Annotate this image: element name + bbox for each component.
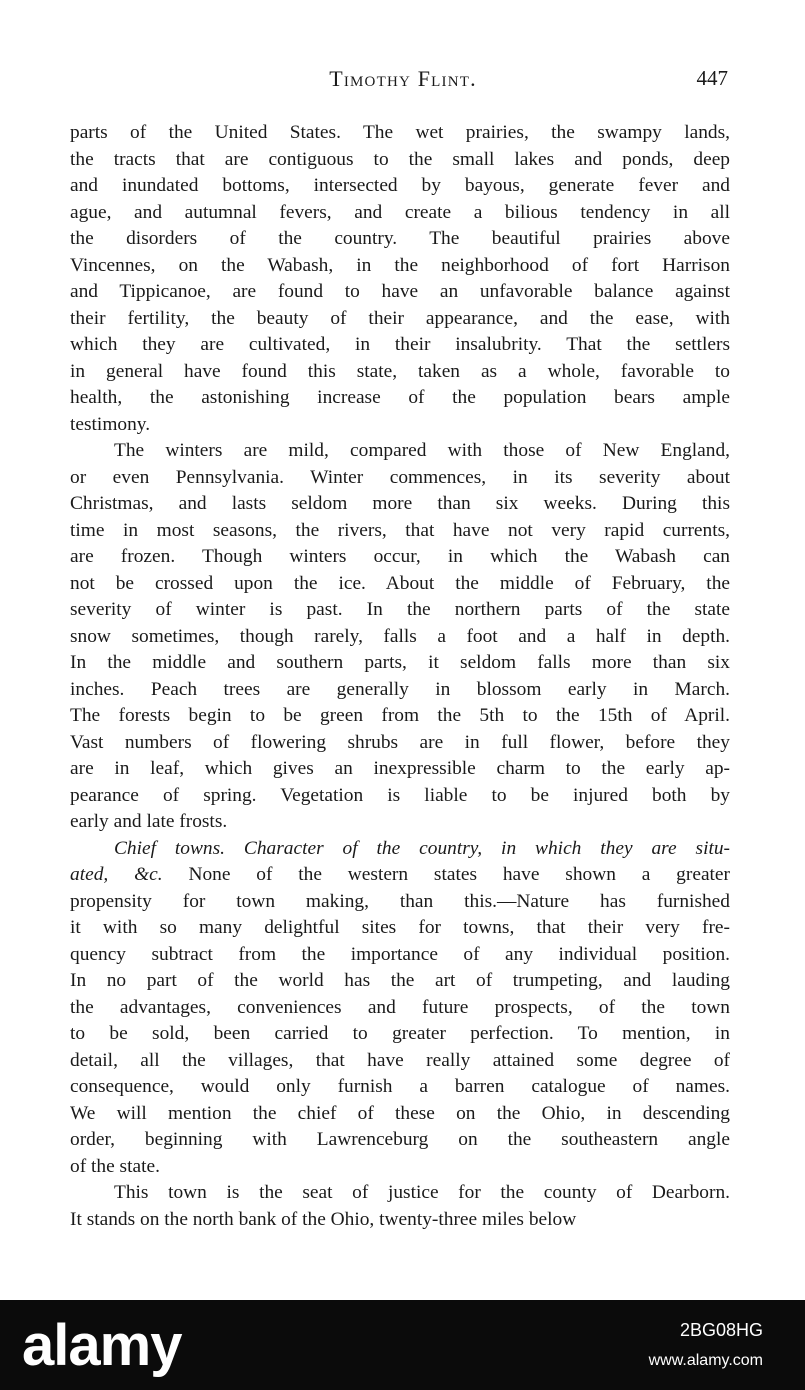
text-run: detail, all the villages, that have really attained some degree of <box>70 1049 730 1071</box>
stock-image-id: 2BG08HG <box>679 1320 763 1340</box>
text-line <box>70 809 730 836</box>
text-line <box>70 385 730 412</box>
text-line <box>70 1180 730 1207</box>
text-run: the disorders of the country. The beautiful prairies above <box>70 228 730 249</box>
text-run: In no part of the world has the art of trumpeting, and lauding <box>70 970 730 991</box>
text-run: Vincennes, on the Wabash, in the neighborhood of fort Harrison <box>70 254 730 276</box>
text-run: in general have found this state, taken as a whole, favorable to <box>70 360 730 382</box>
page-number: 447 <box>696 66 728 90</box>
text-line <box>70 120 730 147</box>
text-run: In the middle and southern parts, it seldom falls more than six <box>70 652 730 673</box>
text-run: are frozen. Though winters occur, in which the Wabash can <box>70 546 730 567</box>
text-line <box>70 650 730 677</box>
text-line <box>70 1207 730 1234</box>
text-line <box>70 571 730 598</box>
running-title: Timothy Flint. <box>329 66 477 91</box>
text-line <box>70 1074 730 1101</box>
text-run: The winters are mild, compared with those of New England, <box>114 440 730 461</box>
text-run: not be crossed upon the ice. About the middle of February, the <box>70 572 730 594</box>
text-run: order, beginning with Lawrenceburg on the southeastern angle <box>70 1129 730 1150</box>
text-line <box>70 359 730 386</box>
text-run: parts of the United States. The wet prairies, the swampy lands, <box>70 122 730 143</box>
text-line <box>70 253 730 280</box>
text-run: severity of winter is past. In the northern parts of the state <box>70 599 730 620</box>
text-run: the tracts that are contiguous to the small lakes and ponds, deep <box>70 148 730 170</box>
text-run: It stands on the north bank of the Ohio, twenty-three miles below <box>70 1208 577 1230</box>
text-line <box>70 783 730 810</box>
text-line <box>70 995 730 1022</box>
text-line <box>70 279 730 306</box>
text-line <box>70 1101 730 1128</box>
brand-logo: alamy <box>22 1313 182 1378</box>
text-run: Vast numbers of flowering shrubs are in full flower, before they <box>70 731 730 753</box>
text-line <box>70 836 730 863</box>
text-line <box>70 597 730 624</box>
text-line <box>70 518 730 545</box>
text-line <box>70 942 730 969</box>
body-text <box>70 120 730 1233</box>
text-line <box>70 412 730 439</box>
text-run: of the state. <box>70 1155 160 1177</box>
italic-run: Chief towns. Character of the country, in which they are situ- <box>114 837 730 859</box>
text-run: inches. Peach trees are generally in blossom early in March. <box>70 678 730 700</box>
text-line <box>70 730 730 757</box>
text-line <box>70 332 730 359</box>
running-head <box>70 66 736 96</box>
text-run: or even Pennsylvania. Winter commences, in its severity about <box>70 466 730 488</box>
text-run: quency subtract from the importance of any individual position. <box>70 943 730 965</box>
text-line <box>70 968 730 995</box>
text-run: early and late frosts. <box>70 811 228 832</box>
text-run: are in leaf, which gives an inexpressible charm to the early ap- <box>70 758 730 779</box>
text-run: and Tippicanoe, are found to have an unfavorable balance against <box>70 281 730 302</box>
text-run: it with so many delightful sites for towns, that their very fre- <box>70 917 730 938</box>
text-run: which they are cultivated, in their insalubrity. That the settlers <box>70 334 730 355</box>
text-run: consequence, would only furnish a barren catalogue of names. <box>70 1076 730 1097</box>
text-run: to be sold, been carried to greater perfection. To mention, in <box>70 1023 730 1044</box>
stock-url: www.alamy.com <box>648 1352 763 1369</box>
text-run: their fertility, the beauty of their appearance, and the ease, with <box>70 307 730 329</box>
text-line <box>70 624 730 651</box>
text-run: and inundated bottoms, intersected by bayous, generate fever and <box>70 175 730 196</box>
italic-run: ated, &c. <box>70 864 163 885</box>
text-run: Christmas, and lasts seldom more than six weeks. During this <box>70 493 730 514</box>
text-line <box>70 1021 730 1048</box>
text-run: ague, and autumnal fevers, and create a bilious tendency in all <box>70 201 730 223</box>
text-run: snow sometimes, though rarely, falls a foot and a half in depth. <box>70 625 730 647</box>
text-run: the advantages, conveniences and future prospects, of the town <box>70 996 730 1018</box>
text-run: None of the western states have shown a greater <box>162 864 730 885</box>
text-line <box>70 889 730 916</box>
text-run: health, the astonishing increase of the population bears ample <box>70 387 730 408</box>
text-line <box>70 915 730 942</box>
text-line <box>70 1127 730 1154</box>
text-line <box>70 1154 730 1181</box>
text-line <box>70 200 730 227</box>
text-run: The forests begin to be green from the 5th to the 15th of April. <box>70 705 730 726</box>
watermark-banner <box>0 1300 805 1390</box>
text-run: pearance of spring. Vegetation is liable to be injured both by <box>70 784 730 806</box>
text-line <box>70 438 730 465</box>
text-run: This town is the seat of justice for the county of Dearborn. <box>114 1182 730 1203</box>
text-line <box>70 306 730 333</box>
text-line <box>70 703 730 730</box>
text-line <box>70 1048 730 1075</box>
text-run: testimony. <box>70 413 151 435</box>
text-run: We will mention the chief of these on the Ohio, in descending <box>70 1102 730 1124</box>
text-line <box>70 677 730 704</box>
text-run: propensity for town making, than this.—Nature has furnished <box>70 890 730 912</box>
text-line <box>70 226 730 253</box>
text-line <box>70 491 730 518</box>
text-line <box>70 862 730 889</box>
text-line <box>70 173 730 200</box>
text-line <box>70 147 730 174</box>
text-run: time in most seasons, the rivers, that have not very rapid currents, <box>70 519 730 541</box>
text-line <box>70 756 730 783</box>
text-line <box>70 465 730 492</box>
text-line <box>70 544 730 571</box>
